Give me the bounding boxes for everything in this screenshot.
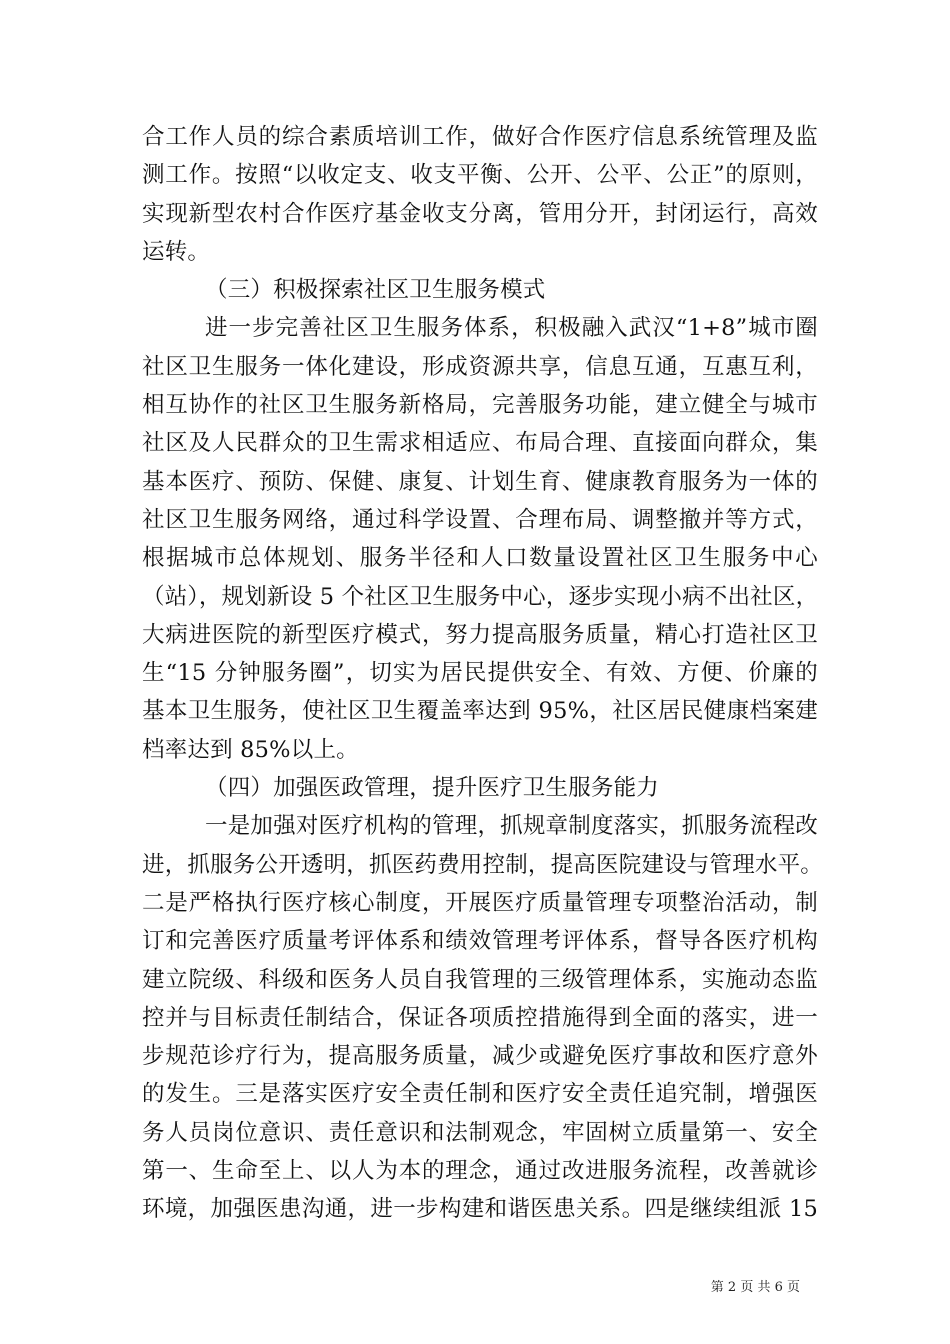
text-line: 二是严格执行医疗核心制度，开展医疗质量管理专项整治活动，制	[142, 889, 818, 916]
text-line: 基本医疗、预防、保健、康复、计划生育、健康教育服务为一体的	[142, 468, 818, 495]
text-line: 进一步完善社区卫生服务体系，积极融入武汉“1+8”城市圈	[205, 315, 818, 342]
text-line: 社区卫生服务网络，通过科学设置、合理布局、调整撤并等方式，	[142, 506, 818, 533]
text-line: 步规范诊疗行为，提高服务质量，减少或避免医疗事故和医疗意外	[142, 1043, 818, 1070]
text-line: （三）积极探索社区卫生服务模式	[205, 277, 546, 304]
text-line: 务人员岗位意识、责任意识和法制观念，牢固树立质量第一、安全	[142, 1119, 818, 1146]
text-line: 档率达到 85%以上。	[142, 736, 359, 763]
text-line: 第一、生命至上、以人为本的理念，通过改进服务流程，改善就诊	[142, 1158, 818, 1185]
text-line: 社区及人民群众的卫生需求相适应、布局合理、直接面向群众，集	[142, 430, 818, 457]
text-line: 运转。	[142, 238, 211, 265]
text-line: （站），规划新设 5 个社区卫生服务中心，逐步实现小病不出社区，	[142, 583, 819, 610]
text-line: 环境，加强医患沟通，进一步构建和谐医患关系。四是继续组派 15	[142, 1196, 818, 1223]
text-line: 大病进医院的新型医疗模式，努力提高服务质量，精心打造社区卫	[142, 621, 818, 648]
document-body	[142, 118, 824, 1229]
text-line: 测工作。按照“以收定支、收支平衡、公开、公平、公正”的原则，	[142, 162, 818, 189]
text-line: 进，抓服务公开透明，抓医药费用控制，提高医院建设与管理水平。	[142, 851, 824, 878]
text-line: 控并与目标责任制结合，保证各项质控措施得到全面的落实，进一	[142, 1004, 818, 1031]
text-line: 社区卫生服务一体化建设，形成资源共享，信息互通，互惠互利，	[142, 353, 818, 380]
text-line: 建立院级、科级和医务人员自我管理的三级管理体系，实施动态监	[142, 966, 818, 993]
text-line: （四）加强医政管理，提升医疗卫生服务能力	[205, 775, 660, 802]
text-line: 合工作人员的综合素质培训工作，做好合作医疗信息系统管理及监	[142, 124, 818, 150]
text-line: 基本卫生服务，使社区卫生覆盖率达到 95%，社区居民健康档案建	[142, 698, 818, 725]
text-line: 的发生。三是落实医疗安全责任制和医疗安全责任追究制，增强医	[142, 1081, 818, 1108]
text-line: 一是加强对医疗机构的管理，抓规章制度落实，抓服务流程改	[205, 813, 818, 840]
text-line: 生“15 分钟服务圈”，切实为居民提供安全、有效、方便、价廉的	[142, 660, 818, 687]
text-line: 根据城市总体规划、服务半径和人口数量设置社区卫生服务中心	[142, 545, 818, 572]
text-line: 实现新型农村合作医疗基金收支分离，管用分开，封闭运行，高效	[142, 200, 818, 227]
text-line: 订和完善医疗质量考评体系和绩效管理考评体系，督导各医疗机构	[142, 928, 818, 955]
page-number: 第 2 页 共 6 页	[710, 1280, 800, 1295]
text-line: 相互协作的社区卫生服务新格局，完善服务功能，建立健全与城市	[142, 392, 818, 419]
